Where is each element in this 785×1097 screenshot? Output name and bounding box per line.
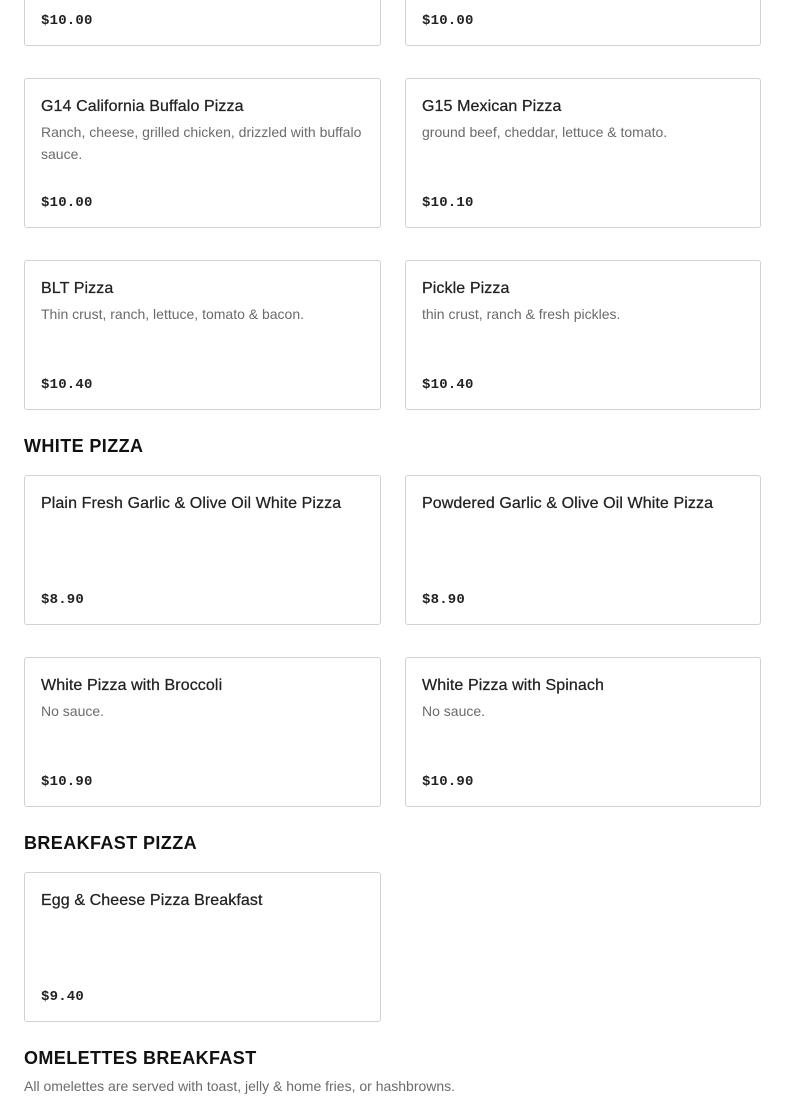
item-name: BLT Pizza	[41, 280, 114, 297]
item-price: $10.40	[422, 377, 474, 393]
item-price: $10.00	[41, 13, 93, 29]
menu-grid-specialty	[24, 78, 761, 410]
menu-item-card[interactable]	[24, 260, 381, 410]
item-price: $10.00	[422, 13, 474, 29]
section-note: All omelettes are served with toast, jelly & home fries, or hashbrowns.	[24, 1078, 456, 1094]
item-price: $9.40	[41, 989, 85, 1005]
menu-item-card[interactable]	[24, 78, 381, 228]
item-description: Thin crust, ranch, lettuce, tomato & bacon.	[41, 306, 305, 322]
item-price: $8.90	[41, 592, 85, 608]
item-price: $10.90	[41, 774, 93, 790]
item-description: No sauce.	[41, 703, 105, 719]
menu-grid-white-pizza	[24, 475, 761, 807]
menu-item-card[interactable]	[405, 260, 761, 410]
menu-item-card[interactable]	[405, 0, 761, 46]
menu-item-card[interactable]	[405, 475, 761, 625]
menu-grid-breakfast-pizza	[24, 872, 761, 1022]
section-title-omelettes-breakfast: OMELETTES BREAKFAST	[24, 1048, 257, 1068]
item-name: G15 Mexican Pizza	[422, 98, 562, 115]
item-name: Pickle Pizza	[422, 280, 510, 297]
menu-item-card[interactable]	[24, 657, 381, 807]
section-title-breakfast-pizza: BREAKFAST PIZZA	[24, 833, 198, 853]
item-description: Ranch, cheese, grilled chicken, drizzled with buffalo sauce.	[41, 124, 362, 162]
item-name: Powdered Garlic & Olive Oil White Pizza	[422, 495, 714, 512]
menu-item-card[interactable]	[24, 0, 381, 46]
item-name: Egg & Cheese Pizza Breakfast	[41, 892, 263, 909]
menu-item-card[interactable]	[24, 475, 381, 625]
item-name: Plain Fresh Garlic & Olive Oil White Pizza	[41, 495, 342, 512]
menu-grid-top	[24, 0, 761, 46]
menu-page	[24, 0, 761, 1097]
menu-item-card[interactable]	[405, 657, 761, 807]
item-price: $10.40	[41, 377, 93, 393]
item-price: $10.10	[422, 195, 474, 211]
section-title-white-pizza: WHITE PIZZA	[24, 436, 144, 456]
item-price: $10.90	[422, 774, 474, 790]
item-description: No sauce.	[422, 703, 486, 719]
item-name: G14 California Buffalo Pizza	[41, 98, 244, 115]
menu-item-card[interactable]	[405, 78, 761, 228]
item-name: White Pizza with Broccoli	[41, 677, 223, 694]
item-description: ground beef, cheddar, lettuce & tomato.	[422, 124, 668, 140]
item-description: thin crust, ranch & fresh pickles.	[422, 306, 621, 322]
item-price: $10.00	[41, 195, 93, 211]
item-price: $8.90	[422, 592, 466, 608]
item-name: White Pizza with Spinach	[422, 677, 605, 694]
menu-item-card[interactable]	[24, 872, 381, 1022]
